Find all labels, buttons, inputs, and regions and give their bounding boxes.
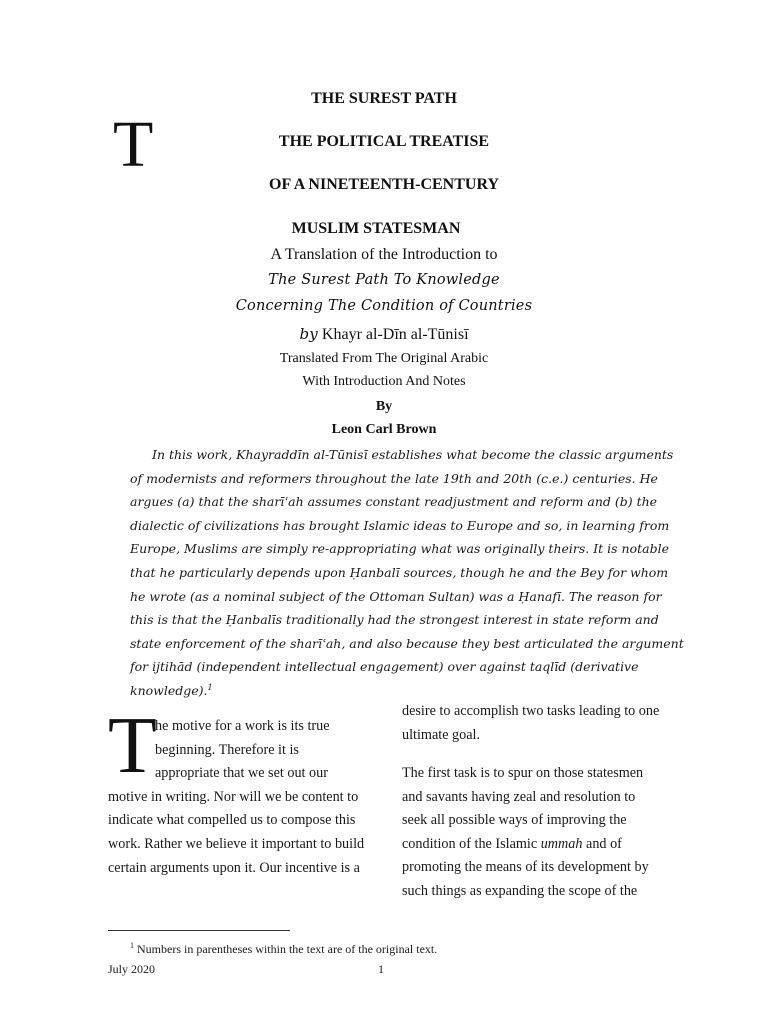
abstract-line: this is that the Ḥanbalīs traditionally had the strongest interest in state reform and <box>130 612 659 628</box>
body-dropcap: T <box>108 702 157 790</box>
by-label: By <box>375 399 393 414</box>
page-number: 1 <box>378 962 384 976</box>
abstract-line: of modernists and reformers throughout the late 19th and 20th (c.e.) centuries. He <box>130 470 658 486</box>
footnote <box>130 941 437 957</box>
work-title-1: The Surest Path To Knowledge <box>268 272 500 288</box>
body-line: such things as expanding the scope of the <box>402 882 638 899</box>
body-line: and savants having zeal and resolution to <box>402 788 636 805</box>
body-line: motive in writing. Nor will we be content to <box>108 788 359 805</box>
title-line-1: THE SUREST PATH <box>311 90 457 107</box>
body-line: seek all possible ways of improving the <box>402 812 627 829</box>
footnote-ref[interactable]: 1 <box>207 682 213 692</box>
abstract-line: for ijtihād (independent intellectual engagement) over against taqlīd (derivative <box>130 659 639 675</box>
abstract-line: In this work, Khayraddīn al-Tūnisī establishes what become the classic arguments <box>152 447 674 462</box>
abstract-line: state enforcement of the sharīʿah, and also because they best articulated the argument <box>130 635 684 651</box>
work-title-2: Concerning The Condition of Countries <box>235 298 533 314</box>
body-line: work. Rather we believe it important to build <box>108 835 365 852</box>
title-line-2: THE POLITICAL TREATISE <box>278 133 490 150</box>
abstract-line: dialectic of civilizations has brought Islamic ideas to Europe and so, in learning from <box>130 517 670 533</box>
body-column-2-paragraph <box>402 762 692 904</box>
body-line: ultimate goal. <box>402 726 481 743</box>
ummah-term: ummah <box>540 835 583 852</box>
by-word: by <box>299 325 318 343</box>
abstract-line: that he particularly depends upon Ḥanbalī sources, though he and the Bey for whom <box>130 564 669 580</box>
body-line-text: condition of the Islamic <box>402 835 541 852</box>
abstract-last-line <box>130 679 650 703</box>
with-intro: With Introduction And Notes <box>302 374 466 389</box>
body-line-text: and of <box>582 835 622 852</box>
abstract-line-text: knowledge). <box>130 682 208 698</box>
abstract-line: he wrote (as a nominal subject of the Ottoman Sultan) was a Ḥanafī. The reason for <box>130 588 662 604</box>
abstract <box>130 443 684 703</box>
body-line: beginning. Therefore it is <box>155 741 299 758</box>
body-line: promoting the means of its development by <box>402 859 649 876</box>
title-line-4: MUSLIM STATESMAN <box>291 220 461 237</box>
title-dropcap: T <box>113 108 154 181</box>
body-line: appropriate that we set out our <box>155 765 328 782</box>
abstract-line: argues (a) that the sharīʿah assumes constant readjustment and reform and (b) the <box>130 494 658 510</box>
translated-from: Translated From The Original Arabic <box>279 351 489 366</box>
body-line: desire to accomplish two tasks leading to one <box>402 703 660 719</box>
translation-of: A Translation of the Introduction to <box>270 246 498 263</box>
title-line-3: OF A NINETEENTH-CENTURY <box>269 176 499 193</box>
body-line: certain arguments upon it. Our incentive is a <box>108 859 360 876</box>
author-line <box>0 325 768 344</box>
body-column-2-top <box>402 700 692 747</box>
body-line: he motive for a work is its true <box>155 718 330 734</box>
footnote-text: Numbers in parentheses within the text are of the original text. <box>137 942 438 956</box>
translator-name: Leon Carl Brown <box>331 422 437 437</box>
abstract-line: Europe, Muslims are simply re-appropriating what was originally theirs. It is notable <box>130 541 669 557</box>
body-line-ummah <box>402 833 692 857</box>
footnote-mark: 1 <box>130 941 134 950</box>
author-name: Khayr al-Dīn al-Tūnisī <box>321 326 469 343</box>
body-line: The first task is to spur on those statesmen <box>402 765 644 781</box>
footnote-divider <box>108 930 290 931</box>
body-column-1 <box>108 715 388 880</box>
footer-date: July 2020 <box>108 962 156 976</box>
body-line: indicate what compelled us to compose this <box>108 812 356 829</box>
